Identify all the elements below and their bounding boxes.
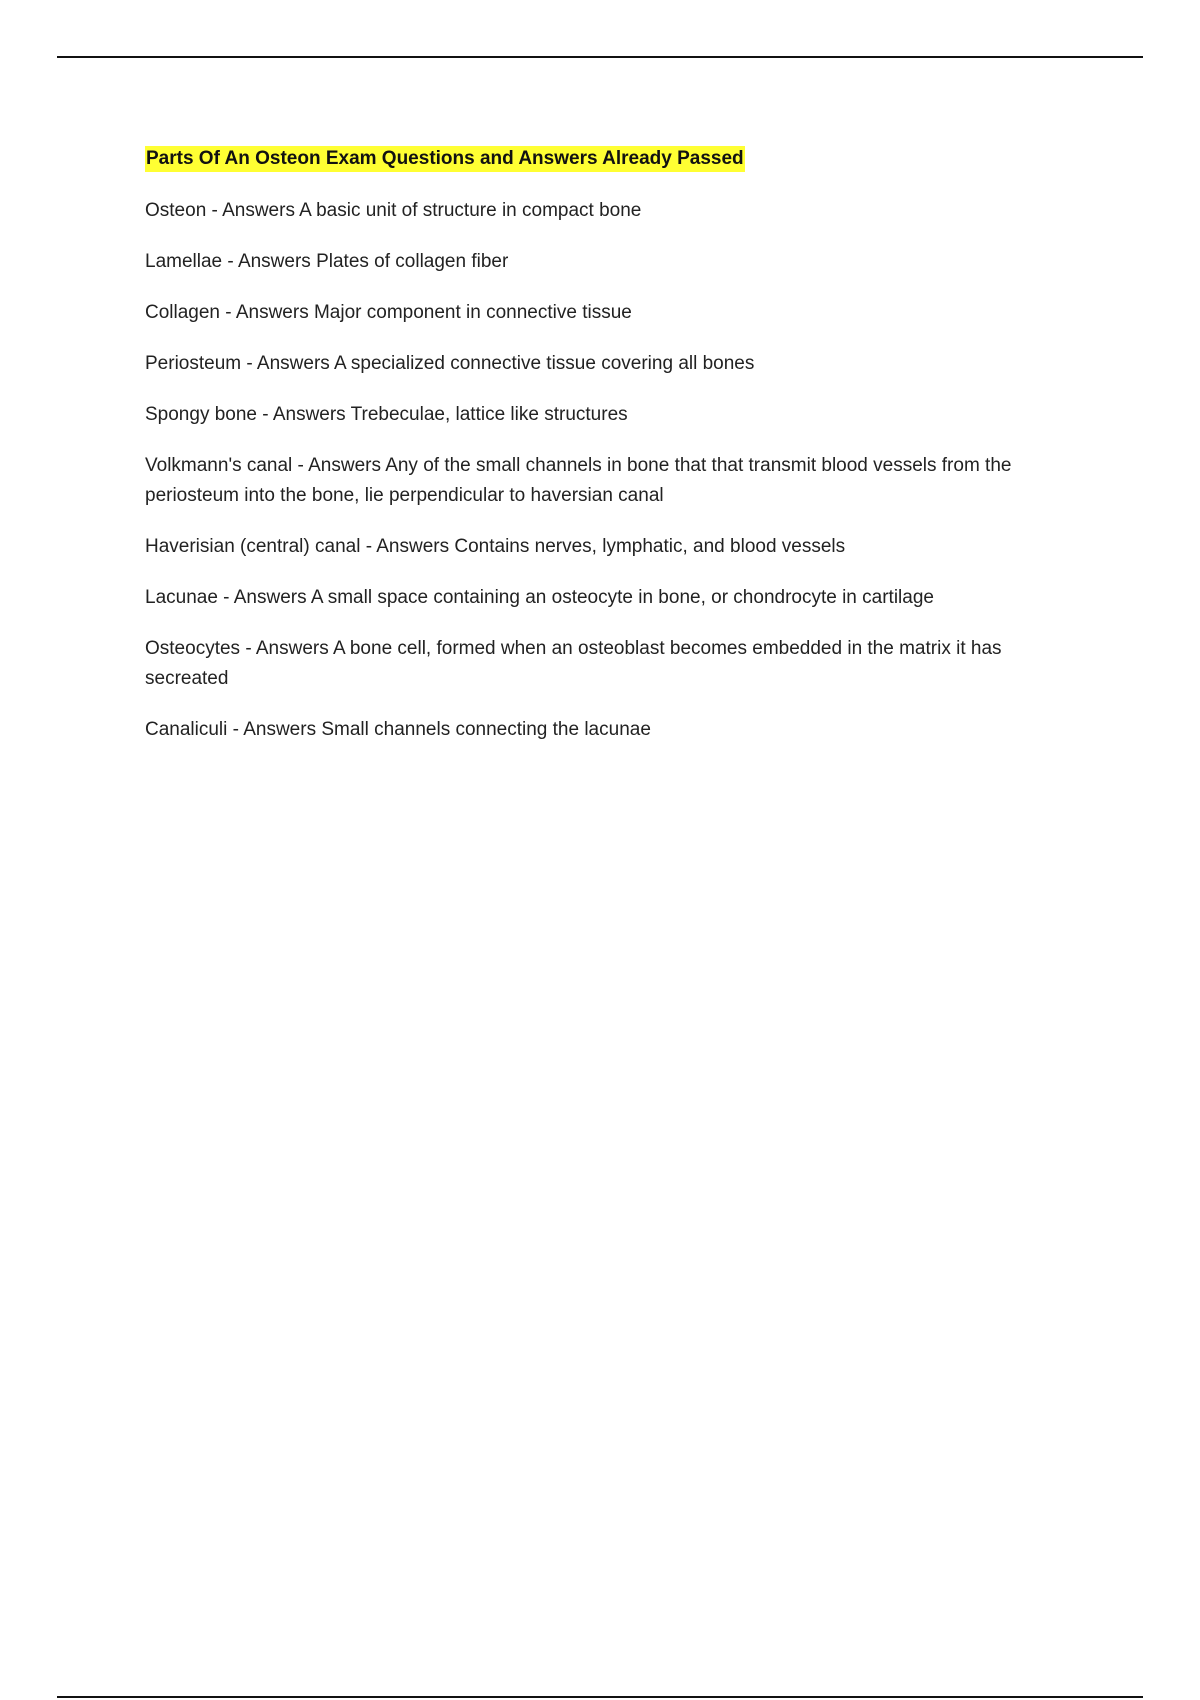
- qa-item-lamellae: Lamellae - Answers Plates of collagen fiber: [145, 251, 509, 272]
- qa-item-collagen: Collagen - Answers Major component in connective tissue: [145, 302, 632, 323]
- qa-item-spongy-bone: Spongy bone - Answers Trebeculae, lattice like structures: [145, 404, 628, 425]
- top-rule: [57, 56, 1143, 58]
- qa-item-periosteum: Periosteum - Answers A specialized connective tissue covering all bones: [145, 353, 755, 374]
- qa-list: [145, 196, 1080, 745]
- bottom-rule: [57, 1696, 1143, 1698]
- qa-item-lacunae: Lacunae - Answers A small space containing an osteocyte in bone, or chondrocyte in cartilage: [145, 587, 934, 608]
- document-title: Parts Of An Osteon Exam Questions and Answers Already Passed: [145, 146, 745, 172]
- document-body: [145, 146, 1080, 766]
- qa-item-volkmanns-canal: Volkmann's canal - Answers Any of the small channels in bone that that transmit blood vessels from the periosteum into the bone, lie perpendicular to haversian canal: [145, 455, 1012, 506]
- qa-item-osteocytes: Osteocytes - Answers A bone cell, formed when an osteoblast becomes embedded in the matrix it has secreated: [145, 638, 1002, 689]
- qa-item-canaliculi: Canaliculi - Answers Small channels connecting the lacunae: [145, 719, 651, 740]
- qa-item-haversian-canal: Haverisian (central) canal - Answers Contains nerves, lymphatic, and blood vessels: [145, 536, 846, 557]
- qa-item-osteon: Osteon - Answers A basic unit of structure in compact bone: [145, 200, 642, 221]
